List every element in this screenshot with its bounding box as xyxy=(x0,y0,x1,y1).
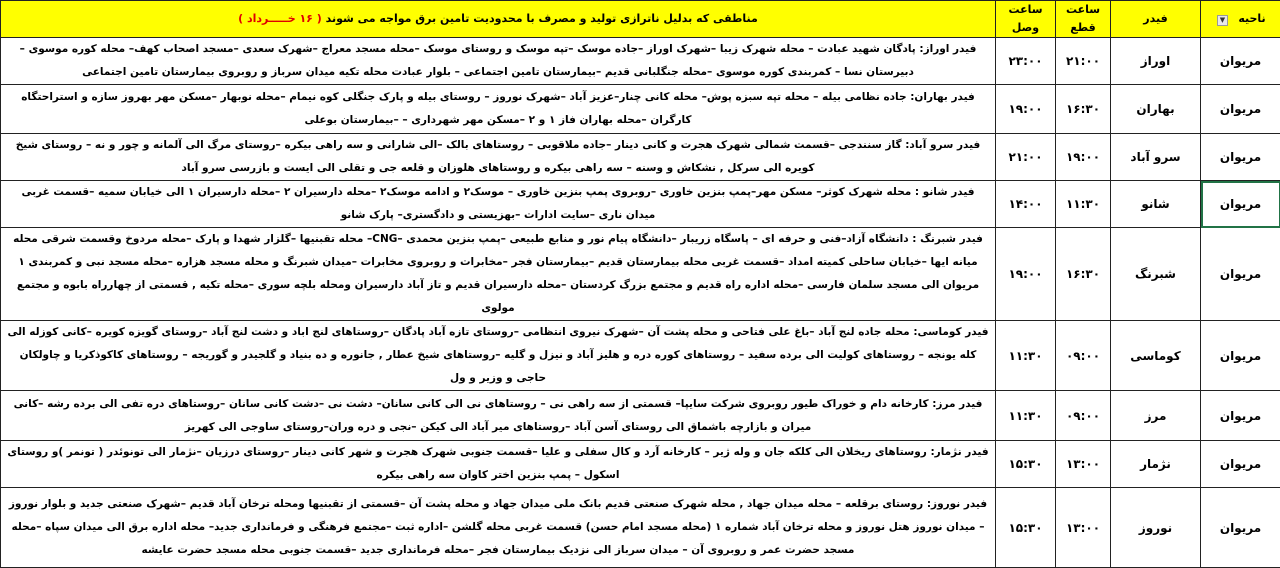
reconnect-time-header-label: ساعت وصل xyxy=(1008,3,1042,34)
region-cell[interactable]: مریوان xyxy=(1201,85,1280,134)
column-header-region[interactable] xyxy=(1201,1,1280,38)
table-row xyxy=(1,181,1280,228)
reconnect-time-cell[interactable]: ۱۴:۰۰ xyxy=(996,181,1056,228)
header-row xyxy=(1,1,1280,38)
affected-areas-cell[interactable]: فیدر اوراز: پادگان شهید عبادت – محله شهرک زیبا –شهرک اوراز –جاده موسک –تپه موسک و روستای موسک –محله مسجد معراج –شهرک سعدی –مسجد اصحاب کهف– محله کوره موسوی –دبیرستان نسا – کمربندی کوره موسوی –محله جنگلبانی قدیم –بیمارستان تامین اجتماعی – بلوار عبادت محله تکیه میدان سرباز و روبروی بیمارستان تامین اجتماعی xyxy=(1,38,996,85)
feeder-cell[interactable]: اوراز xyxy=(1111,38,1201,85)
reconnect-time-cell[interactable]: ۲۱:۰۰ xyxy=(996,134,1056,181)
table-row xyxy=(1,488,1280,568)
cut-time-cell[interactable]: ۱۶:۳۰ xyxy=(1056,85,1111,134)
region-cell[interactable]: مریوان xyxy=(1201,228,1280,321)
table-row xyxy=(1,38,1280,85)
cut-time-cell[interactable]: ۱۹:۰۰ xyxy=(1056,134,1111,181)
cut-time-cell[interactable]: ۱۳:۰۰ xyxy=(1056,488,1111,568)
filter-dropdown-icon[interactable]: ▼ xyxy=(1217,15,1228,26)
feeder-cell[interactable]: نوروز xyxy=(1111,488,1201,568)
affected-areas-cell[interactable]: فیدر شبرنگ : دانشگاه آزاد–فنی و حرفه ای – پاسگاه زریبار –دانشگاه پیام نور و منابع طبیعی –پمپ بنزین محمدی –CNG– محله تقبنیها –گلزار شهدا و پارک –محله مردوخ وقسمت شرقی محله میانه ایها –خیابان ساحلی کمیته امداد –قسمت غربی محله بیمارستان قدیم –بیمارستان فجر –مخابرات و روبروی مخابرات –میدان شبرنگ و محله مسجد هزاره –محله مسجد نبی و کمربندی ۱ مریوان الی مسجد سلمان فارسی –محله اداره راه قدیم و مجتمع بزرگ کردستان –محله دارسیران قدیم و تاز آباد دارسیران ومحله بلچه سوری –محله تکیه , قسمتی از چهارراه بابوه و مجتمع مولوی xyxy=(1,228,996,321)
table-row xyxy=(1,441,1280,488)
feeder-cell[interactable]: شبرنگ xyxy=(1111,228,1201,321)
reconnect-time-cell[interactable]: ۱۱:۳۰ xyxy=(996,391,1056,441)
table-title[interactable] xyxy=(1,1,996,38)
cut-time-cell[interactable]: ۱۶:۳۰ xyxy=(1056,228,1111,321)
feeder-cell[interactable]: کوماسی xyxy=(1111,321,1201,391)
column-header-feeder[interactable] xyxy=(1111,1,1201,38)
region-header-label: ناحیه xyxy=(1238,12,1265,25)
title-date: ( ۱۶ خـــــرداد ) xyxy=(238,12,322,25)
region-cell[interactable]: مریوان xyxy=(1201,38,1280,85)
reconnect-time-cell[interactable]: ۱۹:۰۰ xyxy=(996,228,1056,321)
affected-areas-cell[interactable]: فیدر نوروز: روستای برقلعه – محله میدان جهاد , محله شهرک صنعتی قدیم بانک ملی میدان جهاد و محله پشت آن –قسمتی از تقبنیها ومحله ترخان آباد قدیم –شهرک صنعتی جدید و بلوار نوروز – میدان نوروز هتل نوروز و محله ترخان آباد شماره ۱ (محله مسجد امام حسن) قسمت غربی محله گلشن –اداره ثبت –مجتمع فرهنگی و فرمانداری جدید– محله اداره برق الی میدان سپاه –محله مسجد حضرت عمر و روبروی آن – میدان سرباز الی نزدیک بیمارستان فجر –محله فرمانداری جدید –قسمت جنوبی محله مسجد حضرت عایشه xyxy=(1,488,996,568)
region-cell[interactable]: مریوان xyxy=(1201,321,1280,391)
table-row xyxy=(1,228,1280,321)
title-text: مناطقی که بدلیل ناترازی تولید و مصرف با محدودیت تامین برق مواجه می شوند xyxy=(326,12,758,25)
column-header-cut-time[interactable] xyxy=(1056,1,1111,38)
feeder-cell[interactable]: بهاران xyxy=(1111,85,1201,134)
affected-areas-cell[interactable]: فیدر سرو آباد: گاز سنندجی –قسمت شمالی شهرک هجرت و کانی دینار –جاده ملاقوبی – روستاهای بالک –الی شارانی و سه راهی بیکره –روستای مرگ الی آلمانه و چور و نه – روستای شیخ کویره الی سرکل , نشکاش و وسنه – سه راهی بیکره و روستاهای هلوزان و قلعه جی و تقلی الی ایست و بازرسی سرو آباد xyxy=(1,134,996,181)
table-row xyxy=(1,85,1280,134)
feeder-cell[interactable]: سرو آباد xyxy=(1111,134,1201,181)
feeder-cell[interactable]: مرز xyxy=(1111,391,1201,441)
region-cell[interactable]: مریوان xyxy=(1201,134,1280,181)
reconnect-time-cell[interactable]: ۱۵:۳۰ xyxy=(996,488,1056,568)
reconnect-time-cell[interactable]: ۱۵:۳۰ xyxy=(996,441,1056,488)
cut-time-header-label: ساعت قطع xyxy=(1066,3,1100,34)
region-cell[interactable]: مریوان xyxy=(1201,441,1280,488)
feeder-cell[interactable]: شانو xyxy=(1111,181,1201,228)
reconnect-time-cell[interactable]: ۱۹:۰۰ xyxy=(996,85,1056,134)
table-row xyxy=(1,134,1280,181)
region-cell-selected[interactable]: مریوان xyxy=(1201,181,1280,228)
affected-areas-cell[interactable]: فیدر مرز: کارخانه دام و خوراک طیور روبروی شرکت سایپا– قسمتی از سه راهی نی – روستاهای نی الی کانی سانان– دشت نی –دشت کانی سانان –روستاهای دره تفی الی برده رشه –کانی میران و بازارچه باشماق الی روستای آسن آباد –روستاهای میر آباد الی کیکن –نجی و دره وران–روستای ساوجی الی کهریز xyxy=(1,391,996,441)
affected-areas-cell[interactable]: فیدر شانو : محله شهرک کوثر– مسکن مهر–پمپ بنزین خاوری –روبروی پمپ بنزین خاوری – موسک۲ و ادامه موسک۲ –محله دارسیران ۲ –محله دارسیران ۱ الی خیابان سمیه –قسمت غربی میدان نارى –سایت ادارات –بهزیستی و دادگستری– پارک شانو xyxy=(1,181,996,228)
cut-time-cell[interactable]: ۰۹:۰۰ xyxy=(1056,321,1111,391)
region-cell[interactable]: مریوان xyxy=(1201,391,1280,441)
table-row xyxy=(1,391,1280,441)
reconnect-time-cell[interactable]: ۱۱:۳۰ xyxy=(996,321,1056,391)
column-header-reconnect-time[interactable] xyxy=(996,1,1056,38)
cut-time-cell[interactable]: ۰۹:۰۰ xyxy=(1056,391,1111,441)
feeder-header-label: فیدر xyxy=(1143,12,1167,25)
cut-time-cell[interactable]: ۲۱:۰۰ xyxy=(1056,38,1111,85)
affected-areas-cell[interactable]: فیدر بهاران: جاده نظامی بیله – محله تپه سبزه پوش– محله کانی چنار–عزیز آباد –شهرک نوروز – روستای بیله و پارک جنگلی کوه نیمام –محله نوبهار –مسکن مهر بهروز سازه و استراحتگاه کارگران –محله بهاران فاز ۱ و ۲ –مسکن مهر شهرداری – –بیمارستان بوعلی xyxy=(1,85,996,134)
affected-areas-cell[interactable]: فیدر کوماسی: محله جاده لنج آباد –باغ علی فتاحی و محله پشت آن –شهرک نیروی انتظامی –روستای تازه آباد پادگان –روستاهای لنج اباد و دشت لنج آباد –روستای گویزه کویره –کانی کوزله الی کله یونجه – روستاهای کولیت الی برده سفید – روستاهای کوره دره و هلیز آباد و نیزل و گلیه –روستاهای شیخ عطار , جانوره و ده بنیاد و گلجیدر و گوریجه – روستاهای کاکوذکریا و چاولکان حاجی و وزیر و ول xyxy=(1,321,996,391)
reconnect-time-cell[interactable]: ۲۳:۰۰ xyxy=(996,38,1056,85)
affected-areas-cell[interactable]: فیدر نژمار: روستاهای ریخلان الی کلکه جان و وله ژیر – کارخانه آرد و کال سفلی و علیا –قسمت جنوبی شهرک هجرت و شهر کانی دینار –روستای درزیان –نژمار الی تونوئدر ( تونمر )و روستای اسکول – پمپ بنزین اختر کاوان سه راهی بیکره xyxy=(1,441,996,488)
feeder-cell[interactable]: نژمار xyxy=(1111,441,1201,488)
cut-time-cell[interactable]: ۱۳:۰۰ xyxy=(1056,441,1111,488)
table-row xyxy=(1,321,1280,391)
cut-time-cell[interactable]: ۱۱:۳۰ xyxy=(1056,181,1111,228)
region-cell[interactable]: مریوان xyxy=(1201,488,1280,568)
